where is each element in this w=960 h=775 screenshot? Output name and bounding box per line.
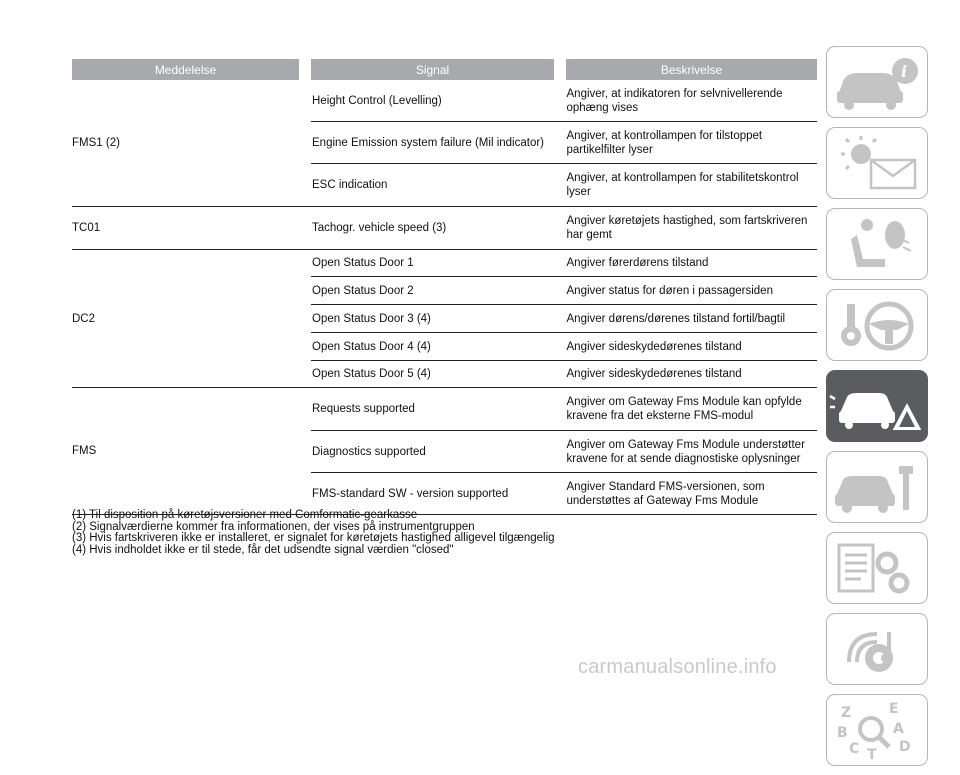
description-cell: Angiver, at kontrollampen for tilstoppet partikelfilter lyser <box>566 129 763 156</box>
index-letter: E <box>889 701 899 717</box>
chapter-tabs <box>826 46 928 775</box>
watermark: carmanualsonline.info <box>578 656 777 678</box>
group-name: FMS1 (2) <box>72 137 120 149</box>
footnote: (2) Signalværdierne kommer fra informationen, der vises på instrumentgruppen <box>72 520 475 533</box>
index-letter: A <box>893 721 904 737</box>
seat-airbag-icon <box>827 209 927 279</box>
table-row <box>311 388 817 431</box>
table-row <box>311 80 817 122</box>
signal-cell: Open Status Door 1 <box>312 257 414 269</box>
tab-emergency[interactable] <box>826 370 928 442</box>
index-letter: Z <box>841 705 852 721</box>
tab-car-info[interactable] <box>826 46 928 118</box>
signal-cell: Tachogr. vehicle speed (3) <box>312 222 447 234</box>
description-cell: Angiver køretøjets hastighed, som fartskriveren har gemt <box>566 215 808 241</box>
table-group-fms1 <box>72 80 817 207</box>
signal-cell: ESC indication <box>312 179 388 191</box>
table-row <box>311 473 817 514</box>
warning-lights-icon <box>827 128 927 198</box>
key-steering-wheel-icon <box>827 290 927 360</box>
tab-safety[interactable] <box>826 208 928 280</box>
table-row <box>311 164 817 206</box>
table-row <box>311 277 817 305</box>
signal-cell: Engine Emission system failure (Mil indicator) <box>312 136 544 149</box>
description-cell: Angiver om Gateway Fms Module kan opfylde kravene fra det eksterne FMS-modul <box>566 396 802 422</box>
table-row <box>311 122 817 164</box>
table-row <box>311 361 817 387</box>
description-cell: Angiver sideskydedørenes tilstand <box>566 368 742 380</box>
car-emergency-icon <box>827 371 927 441</box>
column-header-signal: Signal <box>311 59 554 80</box>
description-cell: Angiver førerdørens tilstand <box>566 257 709 269</box>
signal-cell: Open Status Door 3 (4) <box>312 312 431 325</box>
footnotes <box>72 510 555 556</box>
group-name: TC01 <box>72 222 101 234</box>
table-row <box>311 333 817 361</box>
tab-starting-driving[interactable] <box>826 289 928 361</box>
alphabetical-index-icon <box>827 695 927 765</box>
table-header <box>72 59 817 80</box>
table-group-dc2 <box>72 250 817 388</box>
description-cell: Angiver status for døren i passagersiden <box>566 284 773 297</box>
signal-cell: Open Status Door 5 (4) <box>312 368 431 380</box>
signal-cell: Height Control (Levelling) <box>312 94 442 107</box>
fms-signal-table <box>72 59 817 515</box>
technical-data-icon <box>827 533 927 603</box>
index-letter: B <box>837 725 848 741</box>
footnote: (3) Hvis fartskriveren ikke er installeret, er signalet for køretøjets hastighed alligevel tilgængelig <box>72 532 555 544</box>
tab-technical-data[interactable] <box>826 532 928 604</box>
index-letter: D <box>899 739 911 755</box>
description-cell: Angiver sideskydedørenes tilstand <box>566 340 742 353</box>
car-info-icon <box>827 47 927 117</box>
table-row <box>311 305 817 333</box>
description-cell: Angiver Standard FMS-versionen, som understøttes af Gateway Fms Module <box>566 480 765 507</box>
signal-cell: FMS-standard SW - version supported <box>312 487 509 500</box>
footnote: (1) Til disposition på køretøjsversioner med Comformatic-gearkasse <box>72 509 418 521</box>
column-header-message: Meddelelse <box>72 59 299 80</box>
description-cell: Angiver dørens/dørenes tilstand fortil/bagtil <box>566 312 786 325</box>
group-name: FMS <box>72 445 97 457</box>
svg-text:i: i <box>901 62 908 81</box>
index-letter: T <box>867 747 877 763</box>
signal-cell: Open Status Door 4 (4) <box>312 340 431 353</box>
description-cell: Angiver om Gateway Fms Module understøtter kravene for at sende diagnostiske oplysninger <box>566 438 805 465</box>
column-header-description: Beskrivelse <box>566 59 817 80</box>
multimedia-icon <box>827 614 927 684</box>
tab-maintenance[interactable] <box>826 451 928 523</box>
signal-cell: Requests supported <box>312 403 415 415</box>
table-group-tc01 <box>72 207 817 250</box>
footnote: (4) Hvis indholdet ikke er til stede, får det udsendte signal værdien "closed" <box>72 543 454 556</box>
index-letter: C <box>849 741 860 757</box>
group-name: DC2 <box>72 312 96 325</box>
tab-multimedia[interactable] <box>826 613 928 685</box>
table-row <box>311 207 817 249</box>
tab-index[interactable] <box>826 694 928 766</box>
description-cell: Angiver, at kontrollampen for stabilitetskontrol lyser <box>566 172 799 198</box>
description-cell: Angiver, at indikatoren for selvnivellerende ophæng vises <box>566 87 783 114</box>
table-row <box>311 431 817 473</box>
signal-cell: Diagnostics supported <box>312 445 426 458</box>
table-group-fms <box>72 388 817 515</box>
signal-cell: Open Status Door 2 <box>312 284 414 297</box>
table-row <box>311 250 817 277</box>
tab-warning-lights[interactable] <box>826 127 928 199</box>
car-service-icon <box>827 452 927 522</box>
